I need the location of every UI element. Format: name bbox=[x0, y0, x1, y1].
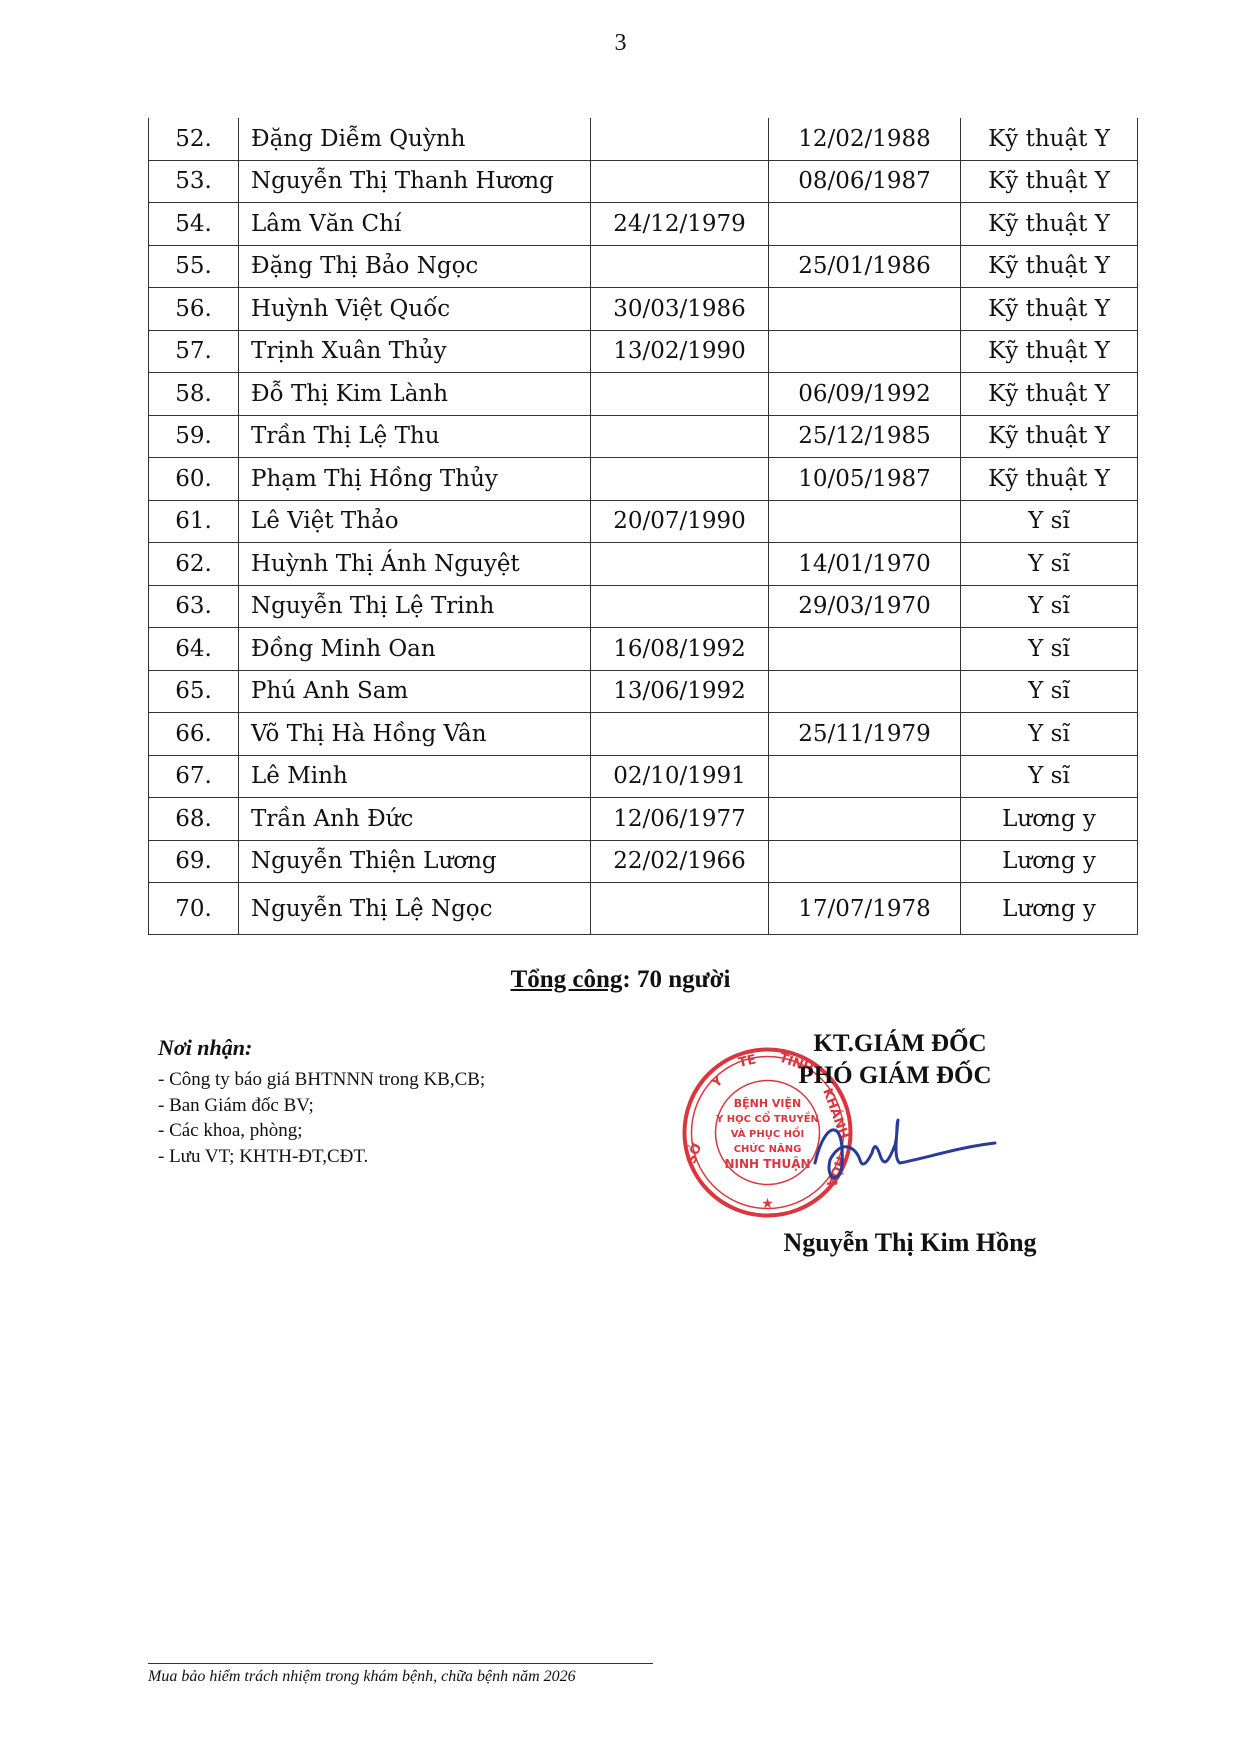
staff-role: Kỹ thuật Y bbox=[961, 458, 1138, 501]
signer-name: Nguyễn Thị Kim Hồng bbox=[783, 1228, 1037, 1257]
row-number: 64. bbox=[149, 628, 239, 671]
birth-date-female: 29/03/1970 bbox=[769, 585, 961, 628]
birth-date-male bbox=[591, 585, 769, 628]
birth-date-male bbox=[591, 458, 769, 501]
birth-date-female bbox=[769, 628, 961, 671]
birth-date-male: 16/08/1992 bbox=[591, 628, 769, 671]
staff-name: Võ Thị Hà Hồng Vân bbox=[239, 713, 591, 756]
svg-text:KHÁNH: KHÁNH bbox=[819, 1086, 852, 1142]
staff-name: Đặng Diễm Quỳnh bbox=[239, 118, 591, 160]
staff-role: Kỹ thuật Y bbox=[961, 373, 1138, 416]
row-number: 53. bbox=[149, 160, 239, 203]
table-row bbox=[149, 840, 1138, 883]
birth-date-female bbox=[769, 840, 961, 883]
table-row bbox=[149, 373, 1138, 416]
signature-title-line1: KT.GIÁM ĐỐC bbox=[813, 1030, 987, 1057]
recipients-heading: Nơi nhận: bbox=[158, 1035, 253, 1060]
recipients-block bbox=[158, 1035, 485, 1169]
birth-date-female: 17/07/1978 bbox=[769, 883, 961, 935]
svg-text:VÀ PHỤC HỒI: VÀ PHỤC HỒI bbox=[730, 1129, 805, 1140]
row-number: 56. bbox=[149, 288, 239, 331]
table-row bbox=[149, 585, 1138, 628]
birth-date-male: 13/02/1990 bbox=[591, 330, 769, 373]
birth-date-male: 02/10/1991 bbox=[591, 755, 769, 798]
row-number: 62. bbox=[149, 543, 239, 586]
staff-name: Trịnh Xuân Thủy bbox=[239, 330, 591, 373]
birth-date-male: 20/07/1990 bbox=[591, 500, 769, 543]
staff-role: Y sĩ bbox=[961, 500, 1138, 543]
birth-date-female bbox=[769, 330, 961, 373]
staff-role: Y sĩ bbox=[961, 628, 1138, 671]
svg-text:HÒA: HÒA bbox=[822, 1153, 848, 1189]
table-row bbox=[149, 458, 1138, 501]
staff-name: Huỳnh Việt Quốc bbox=[239, 288, 591, 331]
birth-date-female: 12/02/1988 bbox=[769, 118, 961, 160]
staff-role: Kỹ thuật Y bbox=[961, 118, 1138, 160]
staff-role: Kỹ thuật Y bbox=[961, 415, 1138, 458]
svg-text:BỆNH VIỆN: BỆNH VIỆN bbox=[733, 1097, 802, 1110]
row-number: 68. bbox=[149, 798, 239, 841]
staff-name: Trần Anh Đức bbox=[239, 798, 591, 841]
recipient-item: - Lưu VT; KHTH-ĐT,CĐT. bbox=[158, 1145, 369, 1167]
svg-text:TẾ: TẾ bbox=[737, 1052, 758, 1071]
staff-name: Đỗ Thị Kim Lành bbox=[239, 373, 591, 416]
birth-date-female bbox=[769, 670, 961, 713]
staff-role: Lương y bbox=[961, 840, 1138, 883]
row-number: 69. bbox=[149, 840, 239, 883]
staff-table bbox=[148, 118, 1138, 935]
table-row bbox=[149, 160, 1138, 203]
birth-date-male: 30/03/1986 bbox=[591, 288, 769, 331]
staff-role: Kỹ thuật Y bbox=[961, 245, 1138, 288]
staff-name: Nguyễn Thiện Lương bbox=[239, 840, 591, 883]
birth-date-male: 22/02/1966 bbox=[591, 840, 769, 883]
staff-name: Lê Minh bbox=[239, 755, 591, 798]
footer-note: Mua bảo hiểm trách nhiệm trong khám bệnh, chữa bệnh năm 2026 bbox=[148, 1668, 576, 1685]
row-number: 67. bbox=[149, 755, 239, 798]
birth-date-female: 08/06/1987 bbox=[769, 160, 961, 203]
row-number: 61. bbox=[149, 500, 239, 543]
svg-text:★: ★ bbox=[761, 1196, 774, 1212]
staff-name: Nguyễn Thị Lệ Trinh bbox=[239, 585, 591, 628]
row-number: 58. bbox=[149, 373, 239, 416]
birth-date-female: 06/09/1992 bbox=[769, 373, 961, 416]
svg-text:NINH THUẬN: NINH THUẬN bbox=[724, 1157, 811, 1171]
staff-name: Trần Thị Lệ Thu bbox=[239, 415, 591, 458]
staff-role: Lương y bbox=[961, 798, 1138, 841]
table-row bbox=[149, 543, 1138, 586]
table-row bbox=[149, 713, 1138, 756]
row-number: 66. bbox=[149, 713, 239, 756]
birth-date-male bbox=[591, 245, 769, 288]
staff-name: Đồng Minh Oan bbox=[239, 628, 591, 671]
table-row bbox=[149, 118, 1138, 160]
table-row bbox=[149, 415, 1138, 458]
birth-date-female: 14/01/1970 bbox=[769, 543, 961, 586]
staff-name: Nguyễn Thị Lệ Ngọc bbox=[239, 883, 591, 935]
staff-name: Huỳnh Thị Ánh Nguyệt bbox=[239, 543, 591, 586]
birth-date-female bbox=[769, 798, 961, 841]
birth-date-male: 12/06/1977 bbox=[591, 798, 769, 841]
staff-role: Y sĩ bbox=[961, 713, 1138, 756]
table-row bbox=[149, 500, 1138, 543]
table-row bbox=[149, 203, 1138, 246]
table-row bbox=[149, 798, 1138, 841]
staff-role: Kỹ thuật Y bbox=[961, 160, 1138, 203]
svg-text:SỞ: SỞ bbox=[684, 1141, 706, 1167]
staff-name: Đặng Thị Bảo Ngọc bbox=[239, 245, 591, 288]
table-row bbox=[149, 628, 1138, 671]
staff-role: Y sĩ bbox=[961, 670, 1138, 713]
birth-date-male bbox=[591, 543, 769, 586]
total-value: : 70 người bbox=[622, 966, 731, 993]
svg-text:CHỨC NĂNG: CHỨC NĂNG bbox=[733, 1144, 802, 1155]
table-row bbox=[149, 288, 1138, 331]
birth-date-female bbox=[769, 288, 961, 331]
staff-role: Y sĩ bbox=[961, 585, 1138, 628]
birth-date-female: 25/01/1986 bbox=[769, 245, 961, 288]
page-number: 3 bbox=[614, 30, 627, 56]
signature-block bbox=[680, 1030, 1140, 1270]
staff-name: Phạm Thị Hồng Thủy bbox=[239, 458, 591, 501]
svg-text:TỈNH: TỈNH bbox=[776, 1050, 816, 1077]
table-row bbox=[149, 330, 1138, 373]
birth-date-male bbox=[591, 713, 769, 756]
svg-text:Y HỌC CỔ TRUYỀN: Y HỌC CỔ TRUYỀN bbox=[716, 1114, 819, 1125]
birth-date-female: 10/05/1987 bbox=[769, 458, 961, 501]
row-number: 54. bbox=[149, 203, 239, 246]
row-number: 70. bbox=[149, 883, 239, 935]
birth-date-male bbox=[591, 160, 769, 203]
birth-date-female bbox=[769, 500, 961, 543]
staff-name: Lâm Văn Chí bbox=[239, 203, 591, 246]
birth-date-female: 25/11/1979 bbox=[769, 713, 961, 756]
staff-role: Kỹ thuật Y bbox=[961, 288, 1138, 331]
staff-role: Y sĩ bbox=[961, 543, 1138, 586]
row-number: 65. bbox=[149, 670, 239, 713]
birth-date-male: 13/06/1992 bbox=[591, 670, 769, 713]
staff-table-body bbox=[149, 118, 1138, 935]
birth-date-male bbox=[591, 415, 769, 458]
table-row bbox=[149, 883, 1138, 935]
row-number: 60. bbox=[149, 458, 239, 501]
signature-icon bbox=[800, 1105, 1000, 1195]
recipient-item: - Các khoa, phòng; bbox=[158, 1120, 303, 1141]
birth-date-male bbox=[591, 883, 769, 935]
staff-name: Nguyễn Thị Thanh Hương bbox=[239, 160, 591, 203]
staff-role: Lương y bbox=[961, 883, 1138, 935]
total-line bbox=[0, 966, 1241, 994]
row-number: 52. bbox=[149, 118, 239, 160]
birth-date-male bbox=[591, 373, 769, 416]
recipient-item: - Công ty báo giá BHTNNN trong KB,CB; bbox=[158, 1069, 486, 1090]
recipient-item: - Ban Giám đốc BV; bbox=[158, 1094, 314, 1116]
row-number: 55. bbox=[149, 245, 239, 288]
table-row bbox=[149, 755, 1138, 798]
footer-divider bbox=[148, 1663, 653, 1664]
staff-name: Phú Anh Sam bbox=[239, 670, 591, 713]
row-number: 57. bbox=[149, 330, 239, 373]
total-label: Tổng công bbox=[510, 966, 623, 993]
staff-role: Kỹ thuật Y bbox=[961, 203, 1138, 246]
birth-date-female: 25/12/1985 bbox=[769, 415, 961, 458]
birth-date-female bbox=[769, 755, 961, 798]
birth-date-female bbox=[769, 203, 961, 246]
staff-role: Y sĩ bbox=[961, 755, 1138, 798]
row-number: 63. bbox=[149, 585, 239, 628]
table-row bbox=[149, 670, 1138, 713]
staff-role: Kỹ thuật Y bbox=[961, 330, 1138, 373]
svg-text:Y: Y bbox=[709, 1073, 727, 1092]
birth-date-male: 24/12/1979 bbox=[591, 203, 769, 246]
row-number: 59. bbox=[149, 415, 239, 458]
birth-date-male bbox=[591, 118, 769, 160]
staff-name: Lê Việt Thảo bbox=[239, 500, 591, 543]
signature-title-line2: PHÓ GIÁM ĐỐC bbox=[798, 1062, 992, 1089]
table-row bbox=[149, 245, 1138, 288]
